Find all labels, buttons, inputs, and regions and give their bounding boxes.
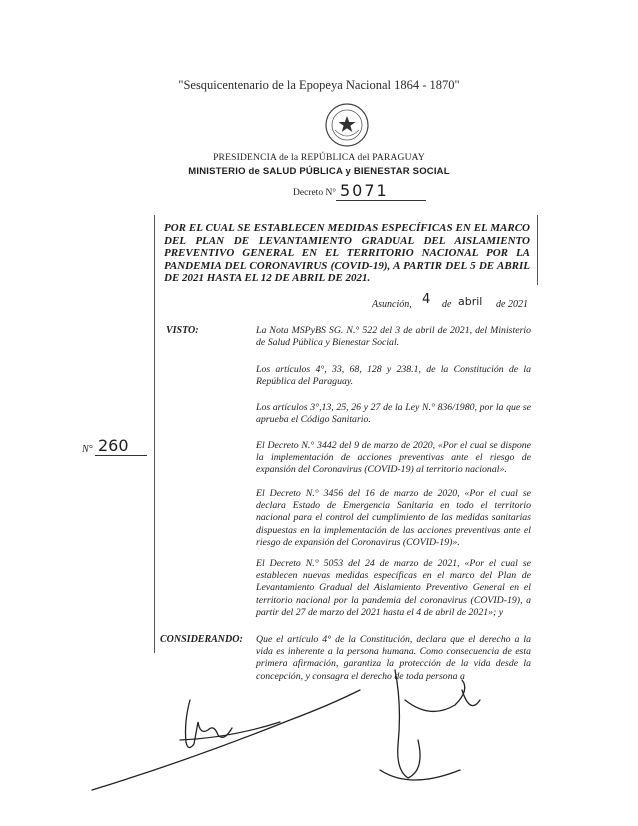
ministry-heading: MINISTERIO de SALUD PÚBLICA y BIENESTAR SOCIAL [188, 166, 450, 177]
visto-paragraph: El Decreto N.° 3456 del 16 de marzo de 2020, «Por el cual se declara Estado de Emergencia Sanitaria en todo el territorio nacional para el control del cumplimiento de las medidas sanitarias dispuestas en la implementación de las acciones preventivas ante el riesgo de expansión del Coronavirus (COVID-19)». [256, 488, 531, 548]
left-signature [92, 690, 360, 790]
visto-label: VISTO: [166, 325, 199, 336]
decree-label: Decreto N° [293, 188, 337, 198]
date-city: Asunción, [372, 299, 412, 310]
margin-number-label: N° [82, 444, 93, 455]
date-day-handwritten: 4 [422, 292, 431, 307]
considerando-paragraph: Que el artículo 4° de la Constitución, declara que el derecho a la vida es inherente a la persona humana. Como consecuencia de esta primera afirmación, garantiza la protección de la vida desde la concepción, y consagra el derecho de toda persona a [256, 634, 531, 682]
presidency-heading: PRESIDENCIA de la REPÚBLICA del PARAGUAY [213, 153, 425, 163]
decree-number-handwritten: 5071 [340, 181, 389, 200]
margin-number-handwritten: 260 [98, 436, 129, 455]
date-de: de [442, 299, 452, 310]
visto-paragraph: La Nota MSPyBS SG. N.° 522 del 3 de abril de 2021, del Ministerio de Salud Pública y Bienestar Social. [256, 325, 531, 349]
visto-paragraph: El Decreto N.° 5053 del 24 de marzo de 2021, «Por el cual se establecen nuevas medidas específicas en el marco del Plan de Levantamiento Gradual del Aislamiento Preventivo General en el territorio nacional por la pandemia del coronavirus (COVID-19), a partir del 27 de marzo del 2021 hasta el 4 de abril de 2021»; y [256, 558, 531, 618]
motto: "Sesquicentenario de la Epopeya Nacional 1864 - 1870" [178, 78, 460, 92]
visto-paragraph: Los artículos 3°,13, 25, 26 y 27 de la Ley N.° 836/1980, por la que se aprueba el Código Sanitario. [256, 402, 531, 426]
visto-paragraph: Los artículos 4°, 33, 68, 128 y 238.1, de la Constitución de la República del Paraguay. [256, 364, 531, 388]
considerando-label: CONSIDERANDO: [160, 634, 243, 645]
date-year: de 2021 [496, 299, 528, 310]
right-signature [380, 670, 480, 780]
visto-paragraph: El Decreto N.° 3442 del 9 de marzo de 2020, «Por el cual se dispone la implementación de acciones preventivas ante el riesgo de expansión del Coronavirus (COVID-19) al territorio nacional». [256, 440, 531, 476]
date-month-handwritten: abril [458, 295, 483, 308]
decree-title: POR EL CUAL SE ESTABLECEN MEDIDAS ESPECÍFICAS EN EL MARCO DEL PLAN DE LEVANTAMIENTO GRADUAL DEL AISLAMIENTO PREVENTIVO GENERAL EN EL TERRITORIO NACIONAL POR LA PANDEMIA DEL CORONAVIRUS (COVID-19), A PARTIR DEL 5 DE ABRIL DE 2021 HASTA EL 12 DE ABRIL DE 2021. [164, 222, 530, 285]
